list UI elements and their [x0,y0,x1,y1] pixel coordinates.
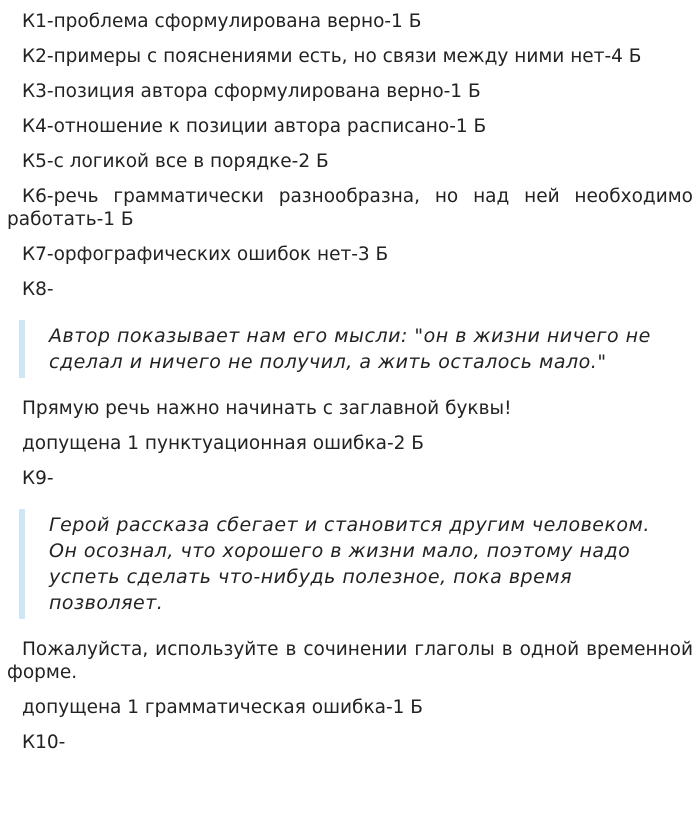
grammar-error-note: допущена 1 грамматическая ошибка-1 Б [22,697,423,718]
criterion-k4: К4-отношение к позиции автора расписано-1 Б [22,116,487,137]
criterion-k10: К10- [22,732,66,753]
comment-verb-tense: Пожалуйста, используйте в сочинении глаголы в одной временной форме. [7,639,693,683]
criterion-k6: К6-речь грамматически разнообразна, но над ней необходимо работать-1 Б [7,186,693,230]
blockquote-author-thoughts: Автор показывает нам его мысли: "он в жизни ничего не сделал и ничего не получил, а жить осталось мало." [19,320,693,378]
criterion-k9: К9- [22,468,54,489]
punctuation-error-note: допущена 1 пунктуационная ошибка-2 Б [22,433,424,454]
criterion-k5: К5-с логикой все в порядке-2 Б [22,151,329,172]
criterion-k1: К1-проблема сформулирована верно-1 Б [22,11,422,32]
criterion-k8: К8- [22,279,54,300]
criterion-k7: К7-орфографических ошибок нет-3 Б [22,244,389,265]
criterion-k2: К2-примеры с пояснениями есть, но связи между ними нет-4 Б [22,46,642,67]
comment-direct-speech: Прямую речь нажно начинать с заглавной буквы! [22,398,512,419]
criterion-k3: К3-позиция автора сформулирована верно-1 Б [22,81,481,102]
blockquote-hero-escape: Герой рассказа сбегает и становится другим человеком. Он осознал, что хорошего в жизни мало, поэтому надо успеть сделать что-нибудь полезное, пока время позволяет. [19,509,693,619]
